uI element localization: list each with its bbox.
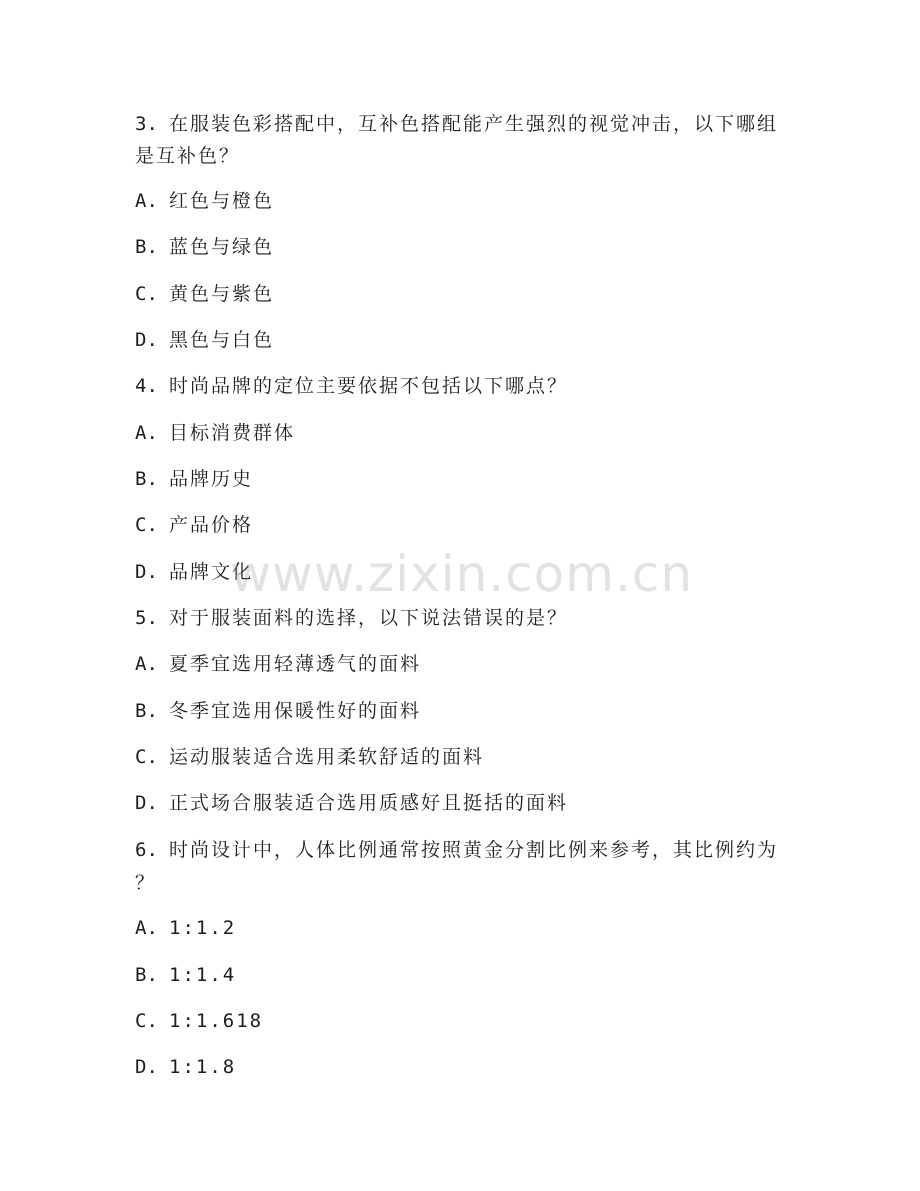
- option-label: D.: [135, 329, 158, 351]
- option-c: [135, 1004, 795, 1038]
- question-3-line1: [135, 107, 795, 141]
- option-text: 黄色与紫色: [169, 283, 275, 305]
- option-label: C.: [135, 283, 158, 305]
- option-text: 1:1.8: [169, 1056, 237, 1078]
- question-number: 4.: [135, 375, 158, 397]
- option-label: A.: [135, 190, 158, 212]
- option-text: 1:1.2: [169, 917, 237, 939]
- option-d: [135, 323, 795, 357]
- question-text: 对于服装面料的选择，以下说法错误的是？: [169, 607, 569, 629]
- question-number: 3.: [135, 113, 158, 135]
- option-label: A.: [135, 653, 158, 675]
- option-a: [135, 416, 795, 450]
- option-label: C.: [135, 746, 158, 768]
- question-6-line2: [135, 866, 795, 900]
- option-label: B.: [135, 236, 158, 258]
- option-d: [135, 786, 795, 820]
- question-number: 5.: [135, 607, 158, 629]
- question-3-line2: [135, 139, 795, 173]
- question-6-line1: [135, 833, 795, 867]
- option-label: B.: [135, 700, 158, 722]
- option-label: C.: [135, 514, 158, 536]
- option-b: [135, 694, 795, 728]
- option-a: [135, 911, 795, 945]
- option-text: 黑色与白色: [169, 329, 275, 351]
- option-label: C.: [135, 1010, 158, 1032]
- option-text: 1:1.4: [169, 964, 237, 986]
- question-5-line1: [135, 601, 795, 635]
- watermark: www.zixin.com.cn: [230, 545, 694, 603]
- option-label: A.: [135, 422, 158, 444]
- option-c: [135, 508, 795, 542]
- question-text: 在服装色彩搭配中，互补色搭配能产生强烈的视觉冲击，以下哪组: [169, 113, 779, 135]
- option-label: D.: [135, 792, 158, 814]
- option-b: [135, 462, 795, 496]
- option-a: [135, 647, 795, 681]
- option-c: [135, 740, 795, 774]
- question-4-line1: [135, 369, 795, 403]
- option-label: A.: [135, 917, 158, 939]
- option-b: [135, 230, 795, 264]
- option-text: 产品价格: [169, 514, 254, 536]
- option-label: B.: [135, 964, 158, 986]
- option-b: [135, 958, 795, 992]
- option-text: 正式场合服装适合选用质感好且挺括的面料: [169, 792, 569, 814]
- option-label: D.: [135, 1056, 158, 1078]
- option-text: 运动服装适合选用柔软舒适的面料: [169, 746, 485, 768]
- option-text: 目标消费群体: [169, 422, 296, 444]
- option-text: 1:1.618: [169, 1010, 264, 1032]
- option-text: 蓝色与绿色: [169, 236, 275, 258]
- option-a: [135, 184, 795, 218]
- option-d: [135, 1050, 795, 1084]
- option-text: 夏季宜选用轻薄透气的面料: [169, 653, 422, 675]
- question-number: 6.: [135, 839, 158, 861]
- option-d: [135, 555, 795, 589]
- option-text: 冬季宜选用保暖性好的面料: [169, 700, 422, 722]
- question-text: 时尚设计中，人体比例通常按照黄金分割比例来参考，其比例约为: [169, 839, 779, 861]
- option-text: 品牌历史: [169, 468, 254, 490]
- question-text-continued: 是互补色？: [135, 145, 241, 167]
- question-text: 时尚品牌的定位主要依据不包括以下哪点？: [169, 375, 569, 397]
- option-label: B.: [135, 468, 158, 490]
- option-c: [135, 277, 795, 311]
- option-text: 红色与橙色: [169, 190, 275, 212]
- option-label: D.: [135, 561, 158, 583]
- question-text-continued: ？: [135, 872, 157, 894]
- option-text: 品牌文化: [169, 561, 254, 583]
